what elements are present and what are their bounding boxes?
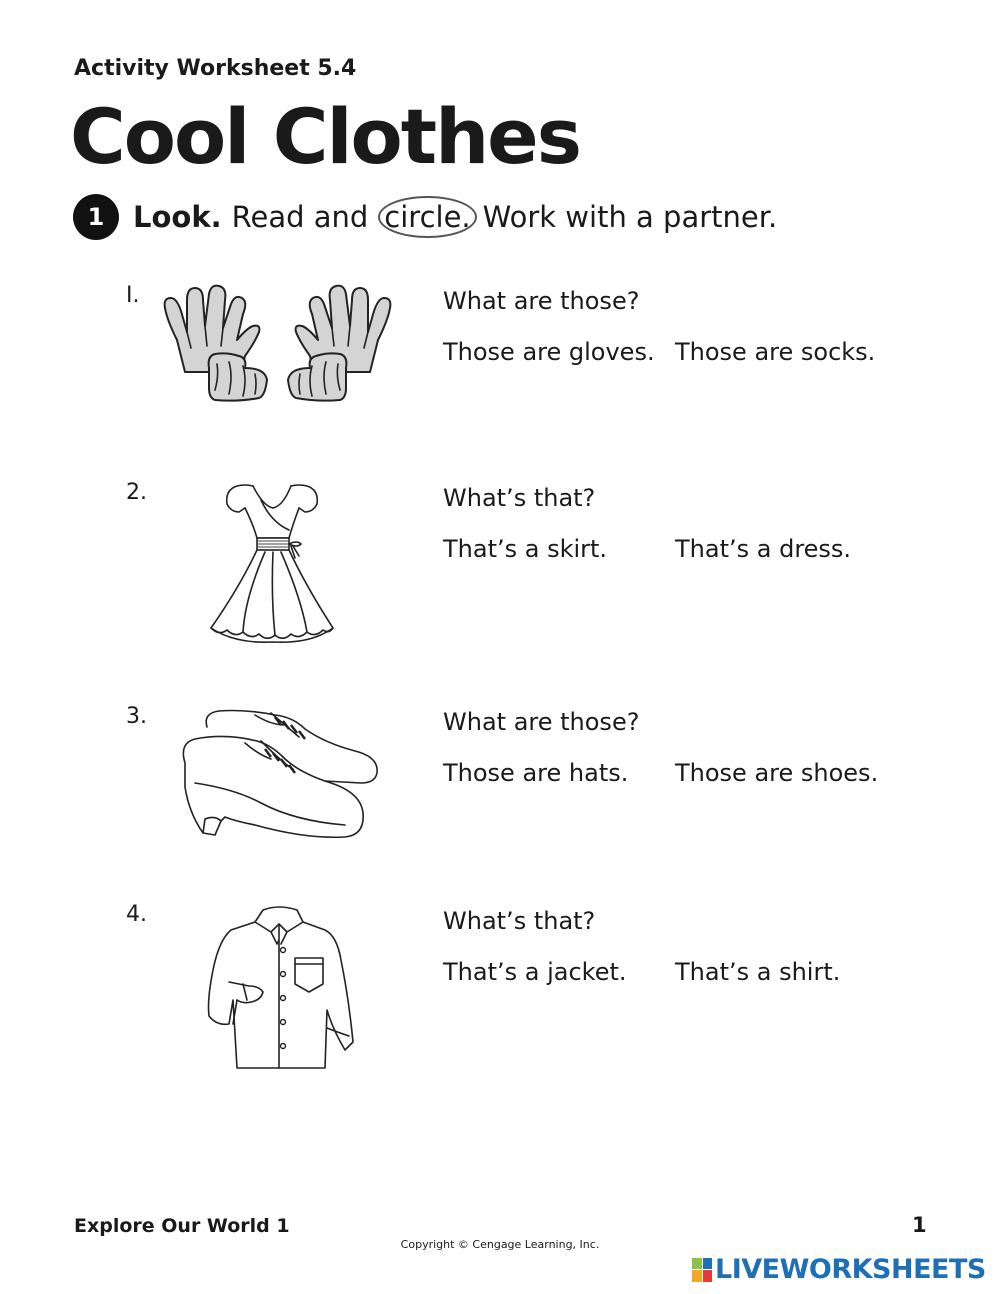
answer-option-a[interactable]: Those are gloves. xyxy=(443,338,655,366)
page-title: Cool Clothes xyxy=(70,92,580,181)
liveworksheets-logo-icon xyxy=(692,1258,712,1282)
shirt-icon xyxy=(203,900,358,1072)
brand-name: LIVEWORKSHEETS xyxy=(715,1254,986,1285)
answer-option-a[interactable]: That’s a skirt. xyxy=(443,535,608,563)
answer-option-b[interactable]: Those are socks. xyxy=(675,338,876,366)
step-number-badge: 1 xyxy=(73,194,119,240)
question-text: What’s that? xyxy=(443,484,596,512)
question-text: What’s that? xyxy=(443,907,596,935)
answer-option-a[interactable]: Those are hats. xyxy=(443,759,629,787)
page-number: 1 xyxy=(912,1213,927,1237)
worksheet-subtitle: Activity Worksheet 5.4 xyxy=(74,56,357,81)
question-text: What are those? xyxy=(443,287,640,315)
liveworksheets-brand xyxy=(692,1254,986,1285)
item-number: I. xyxy=(126,283,140,308)
gloves-icon xyxy=(155,280,400,410)
instruction-read-and: Read and xyxy=(231,200,369,234)
instruction-rest: Work with a partner. xyxy=(482,200,778,234)
shoes-icon xyxy=(175,703,385,848)
instruction xyxy=(73,194,777,240)
answer-option-b[interactable]: That’s a dress. xyxy=(675,535,852,563)
item-number: 2. xyxy=(126,480,147,505)
item-number: 4. xyxy=(126,902,147,927)
instruction-circle-word: circle. xyxy=(378,196,476,238)
copyright: Copyright © Cengage Learning, Inc. xyxy=(400,1238,600,1251)
answer-option-a[interactable]: That’s a jacket. xyxy=(443,958,627,986)
question-text: What are those? xyxy=(443,708,640,736)
answer-option-b[interactable]: Those are shoes. xyxy=(675,759,879,787)
item-number: 3. xyxy=(126,704,147,729)
answer-option-b[interactable]: That’s a shirt. xyxy=(675,958,841,986)
instruction-look: Look. xyxy=(133,200,222,234)
book-title: Explore Our World 1 xyxy=(74,1215,290,1237)
dress-icon xyxy=(205,478,340,648)
